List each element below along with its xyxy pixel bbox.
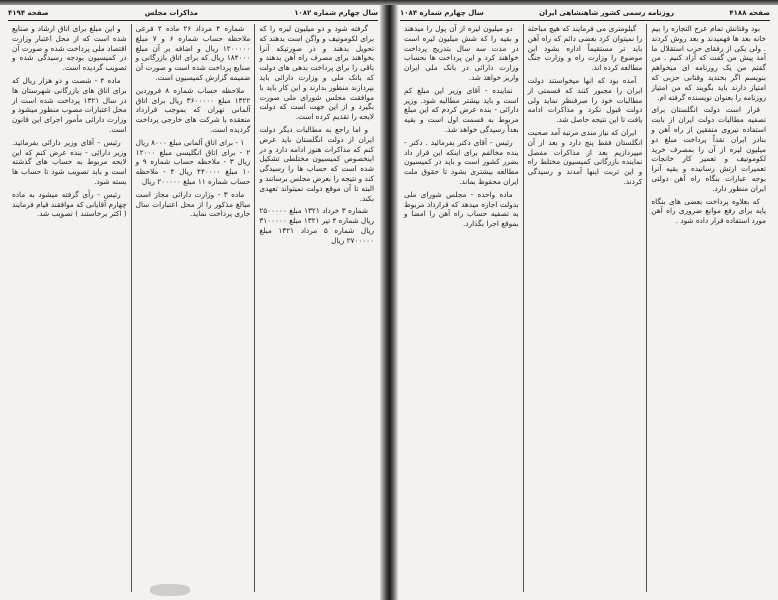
text-column (132, 24, 256, 592)
text-column (400, 24, 524, 592)
paragraph: قرار است دولت انگلستان برای تصفیه مطالبات دولت ایران از بابت استفاده نیروی متفقین از راه آهن و بنادر ایران نقداً پرداخت مبلغ دو میلیون لیره از آن را بمصرف خرید لکوموتیف و تعمیر کار خانجات تعمیرات ارتش رسانیده و بقیه آنرا بوجه عبارات بنگاه راه آهن دولتی ایران منظور دارد. (651, 105, 766, 193)
issue-label: سال چهارم شماره ۱۰۸۴ (400, 9, 484, 17)
text-column (8, 24, 132, 592)
left-page-header (8, 6, 378, 21)
page-gutter-shadow (380, 0, 398, 600)
page-number: صفحه ۴۱۹۴ (8, 9, 49, 17)
paragraph: دو میلیون لیره از آن پول را میدهند و بقیه را که شش میلیون لیره است در مدت سه سال بتدریج پرداخت خواهند کرد و این پرداخت ها بحساب وزارت دارائی در بانک ملی ایران واریز خواهد شد. (403, 24, 519, 82)
paragraph: رئیس - آقای وزیر دارائی بفرمائید. وزیر دارائی - بنده عرض کنم که این لایحه مربوط به حساب های گذشته است و باید تصویب شود تا حساب ها بسته شود. (11, 137, 127, 186)
paragraph: که بعلاوه پرداخت بعضی های بنگاه پایه برای رفع موانع ضروری راه آهن مورد استفاده قرار داده شود . (651, 196, 766, 226)
paragraph: و این مبلغ برای اتاق ارشاد و صنایع شده است که از محل اعتبار وزارت اقتصاد ملی پرداخت شده و صورت آن در کمیسیون بودجه رسیدگی شده و تصویب گردیده است. (11, 24, 127, 73)
paragraph: ماده ۴ - شصت و دو هزار ریال که برای اتاق های بازرگانی شهرستان ها در سال ۱۳۲۱ پرداخت شده است از محل اعتبارات مصوب منظور میشود و وزارت دارائی مأمور اجرای این قانون است. (11, 75, 127, 134)
page-number: صفحه ۴۱۸۸ (729, 9, 770, 17)
paragraph: آمده بود که انها میخواستند دولت ایران را مجبور کنند که قسمتی از مطالبات خود را صرفنظر نماید ولی دولت قبول نکرد و مذاکرات ادامه یافت تا این نتیجه حاصل شد. (527, 75, 643, 125)
scan-top-edge (0, 0, 778, 5)
right-newspaper-page (392, 0, 778, 600)
text-column (524, 24, 648, 592)
paragraph: گیلومتری می فرمایند که هیچ مباحثه را نمیتوان کرد بعضی دائم که راه آهن باید تر مستقیماً اداره بشود این موضوع را وزارت راه و وزارت جنگ مطالعه کرده اند. (527, 24, 643, 73)
newspaper-title: روزنامه رسمی کشور شاهنشاهی ایران (539, 9, 675, 17)
paragraph: ایران که نیاز مندی مرتبه آمد صحبت انگلستان فقط پنج دارد و بعد از آن میپردازیم بعد از مذاکرات مفصل نماینده بازرگانی کمیسیون مختلط راه و این تربت اینها آمدند و رسیدگی کردند. (527, 127, 643, 186)
paragraph: رئیس - آقای دکتر بفرمائید . دکتر - بنده مخالفم برای اینکه این قرار داد بضرر کشور است و باید در کمیسیون مطالعه بیشتری بشود تا حقوق ملت ایران محفوظ بماند. (403, 137, 519, 186)
paragraph: شماره ۴ مرداد ۲۶ ماده ۲ فرعی ملاحظه حساب شماره ۶ و ۷ مبلغ ۱۲۰۰۰۰۰ ریال و اضافه بر آن مبلغ ۱۸۴۰۰۰ ریال که برای اتاق بازرگانی و صنایع پرداخت شده است و صورت آن ضمیمه گزارش کمیسیون است. (135, 24, 251, 82)
section-title: مذاکرات مجلس (144, 9, 199, 17)
paragraph: گرفته شود و دو میلیون لیره را که برای لکوموتیف و واگن است بدهند که تحویل بدهند و در صورتیکه آنرا بخواهند برای مصرف راه آهن بدهند و باقی را برای پرداخت بدهی های دولت که بانک ملی و وزارت دارائی باید بپردازند منظور بدارند و این کار باید با موافقت مجلس شورای ملی صورت بگیرد و از این جهت است که دولت لایحه را تقدیم کرده است. (259, 24, 374, 122)
paragraph: بود وقتانش تمام عرج التجاره را بیم خانه بعد ها فهمیدند و بعد روش کردند . ولی یکی از رفقای حزب استقلال ما آمد پیش من گفت که آزاد کنیم . من گفتم من یک روزنامه ای میخواهم بنویسم اگر بخندید وقتانی حزبی که امتیاز دارند باید بگویند که من امتیاز روزنامه را بعنوان نویسنده گرفته ام. (651, 24, 766, 102)
paragraph: ماده ۳ - وزارت دارائی مجاز است مبالغ مذکور را از محل اعتبارات سال جاری پرداخت نماید. (135, 189, 251, 219)
paragraph: نماینده - آقای وزیر این مبلغ کم است و باید بیشتر مطالبه شود. وزیر دارائی - بنده عرض کردم که این مبلغ مربوط به قسمت اول است و بقیه بعداً رسیدگی خواهد شد. (403, 85, 519, 134)
paragraph: شماره ۳ خرداد ۱۳۲۱ مبلغ ۲۵۰۰۰۰۰ ریال شماره ۴ تیر ۱۳۲۱ مبلغ ۳۱۰۰۰۰۰ ریال شماره ۵ مرداد ۱۳۲۱ مبلغ ۲۷۰۰۰۰۰ ریال (259, 206, 375, 245)
right-page-columns (400, 24, 770, 592)
paragraph: رئیس - رأی گرفته میشود به ماده چهارم آقایانی که موافقند قیام فرمایند ( اکثر برخاستند ) تصویب شد. (11, 189, 127, 219)
left-page-columns (8, 24, 378, 592)
issue-label: سال چهارم شماره ۱۰۸۲ (294, 9, 378, 17)
text-column (647, 24, 770, 592)
paper-tear (150, 584, 190, 596)
paragraph: و اما راجع به مطالبات دیگر دولت ایران از دولت انگلستان باید عرض کنم که مذاکرات هنوز ادامه دارد و در اینخصوص کمیسیون مختلطی تشکیل شده است که حساب ها را رسیدگی کند و نتیجه را بعرض مجلس برسانند و البته تا آن موقع دولت نمیتواند تعهدی بکند. (259, 124, 374, 203)
text-column (255, 24, 378, 592)
right-page-header (400, 6, 770, 21)
paragraph: ۱ - برای اتاق آلمانی مبلغ ۸۰۰۰ ریال ۲ - برای اتاق انگلیسی مبلغ ۱۲۰۰۰ ریال ۳ - ملاحظه حساب شماره ۹ و ۱۰ مبلغ ۴۴۰۰۰۰ ریال ۴ - ملاحظه حساب شماره ۱۱ مبلغ ۲۰۰۰۰۰ ریال (135, 137, 251, 186)
paragraph: ماده واحده - مجلس شورای ملی بدولت اجازه میدهد که قرارداد مربوط به تصفیه حساب راه آهن را امضا و بموقع اجرا بگذارد. (403, 189, 519, 229)
paragraph: ملاحظه حساب شماره ۸ فروردین ۱۳۲۲ مبلغ ۳۶۰۰۰۰۰ ریال برای اتاق آلمانی تهران که بموجب قرارداد منعقده با شرکت های خارجی پرداخت گردیده است. (135, 85, 251, 134)
left-newspaper-page (0, 0, 386, 600)
